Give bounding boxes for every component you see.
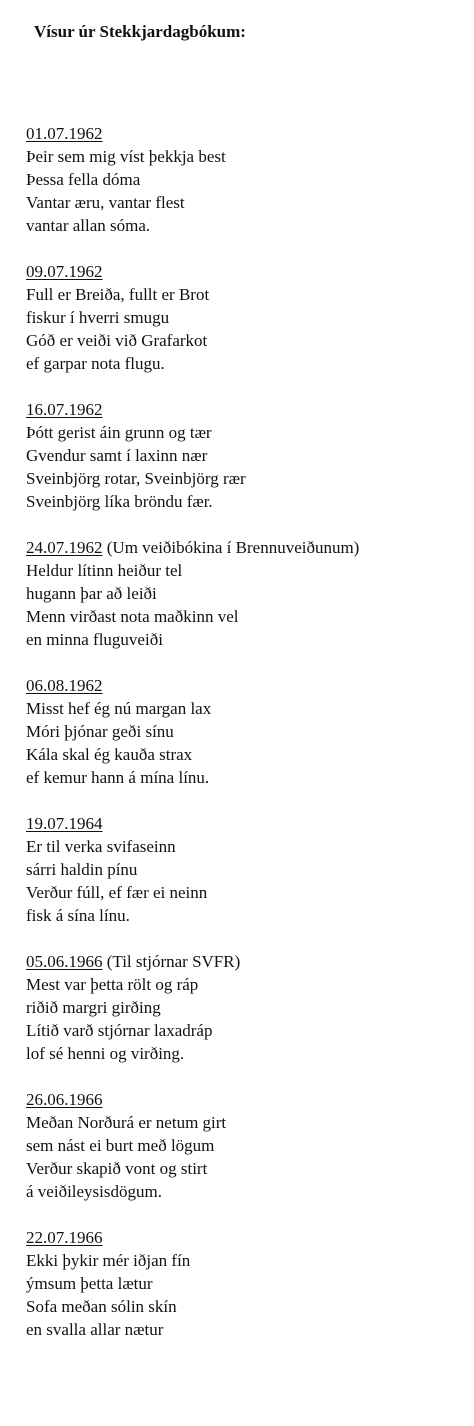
stanza-date: 26.06.1966 — [26, 1090, 103, 1109]
verse-line: Er til verka svifaseinn — [26, 837, 176, 856]
verse-line: sem nást ei burt með lögum — [26, 1136, 215, 1155]
verse-line: Lítið varð stjórnar laxadráp — [26, 1021, 213, 1040]
verse-line: Verður fúll, ef fær ei neinn — [26, 883, 208, 902]
stanza — [26, 1088, 474, 1203]
verse-line: ýmsum þetta lætur — [26, 1274, 153, 1293]
verse-line: ef kemur hann á mína línu. — [26, 768, 210, 787]
verse-line: Sofa meðan sólin skín — [26, 1297, 177, 1316]
stanza-note: (Til stjórnar SVFR) — [106, 952, 241, 971]
stanza-date: 05.06.1966 — [26, 952, 103, 971]
verse-line: Góð er veiði við Grafarkot — [26, 331, 208, 350]
verse-line: á veiðileysisdögum. — [26, 1182, 162, 1201]
verse-line: en svalla allar nætur — [26, 1320, 164, 1339]
verse-line: Meðan Norðurá er netum girt — [26, 1113, 227, 1132]
stanza — [26, 398, 474, 513]
stanza-date: 01.07.1962 — [26, 124, 103, 143]
verse-line: Sveinbjörg rotar, Sveinbjörg rær — [26, 469, 246, 488]
stanza-list — [26, 122, 474, 1364]
stanza-heading — [26, 674, 474, 697]
verse-line: vantar allan sóma. — [26, 216, 151, 235]
verse-line: hugann þar að leiði — [26, 584, 157, 603]
verse-line: sárri haldin pínu — [26, 860, 138, 879]
stanza-heading — [26, 536, 474, 559]
stanza-date: 19.07.1964 — [26, 814, 103, 833]
document-title: Vísur úr Stekkjardagbókum: — [34, 22, 246, 41]
verse-line: Ekki þykir mér iðjan fín — [26, 1251, 191, 1270]
verse-line: Menn virðast nota maðkinn vel — [26, 607, 239, 626]
stanza-heading — [26, 1226, 474, 1249]
verse-line: Verður skapið vont og stirt — [26, 1159, 208, 1178]
stanza — [26, 1226, 474, 1341]
stanza — [26, 812, 474, 927]
stanza-heading — [26, 950, 474, 973]
verse-line: en minna fluguveiði — [26, 630, 163, 649]
stanza — [26, 950, 474, 1065]
stanza-date: 06.08.1962 — [26, 676, 103, 695]
stanza — [26, 122, 474, 237]
verse-line: Mest var þetta rölt og ráp — [26, 975, 199, 994]
verse-line: Móri þjónar geði sínu — [26, 722, 174, 741]
verse-line: ef garpar nota flugu. — [26, 354, 165, 373]
verse-line: Full er Breiða, fullt er Brot — [26, 285, 210, 304]
verse-line: Þeir sem mig víst þekkja best — [26, 147, 226, 166]
stanza-date: 09.07.1962 — [26, 262, 103, 281]
verse-line: Þótt gerist áin grunn og tær — [26, 423, 212, 442]
verse-line: riðið margri girðing — [26, 998, 161, 1017]
stanza — [26, 674, 474, 789]
stanza-heading — [26, 1088, 474, 1111]
verse-line: fiskur í hverri smugu — [26, 308, 170, 327]
stanza-heading — [26, 398, 474, 421]
stanza-date: 16.07.1962 — [26, 400, 103, 419]
stanza-date: 22.07.1966 — [26, 1228, 103, 1247]
verse-line: Heldur lítinn heiður tel — [26, 561, 183, 580]
stanza-date: 24.07.1962 — [26, 538, 103, 557]
stanza-heading — [26, 122, 474, 145]
stanza — [26, 260, 474, 375]
verse-line: Kála skal ég kauða strax — [26, 745, 193, 764]
stanza-heading — [26, 812, 474, 835]
verse-line: Vantar æru, vantar flest — [26, 193, 185, 212]
verse-line: Misst hef ég nú margan lax — [26, 699, 212, 718]
verse-line: Gvendur samt í laxinn nær — [26, 446, 208, 465]
verse-line: lof sé henni og virðing. — [26, 1044, 185, 1063]
stanza-heading — [26, 260, 474, 283]
stanza-note: (Um veiðibókina í Brennuveiðunum) — [106, 538, 360, 557]
verse-line: fisk á sína línu. — [26, 906, 130, 925]
stanza — [26, 536, 474, 651]
verse-line: Sveinbjörg líka bröndu fær. — [26, 492, 213, 511]
verse-line: Þessa fella dóma — [26, 170, 141, 189]
